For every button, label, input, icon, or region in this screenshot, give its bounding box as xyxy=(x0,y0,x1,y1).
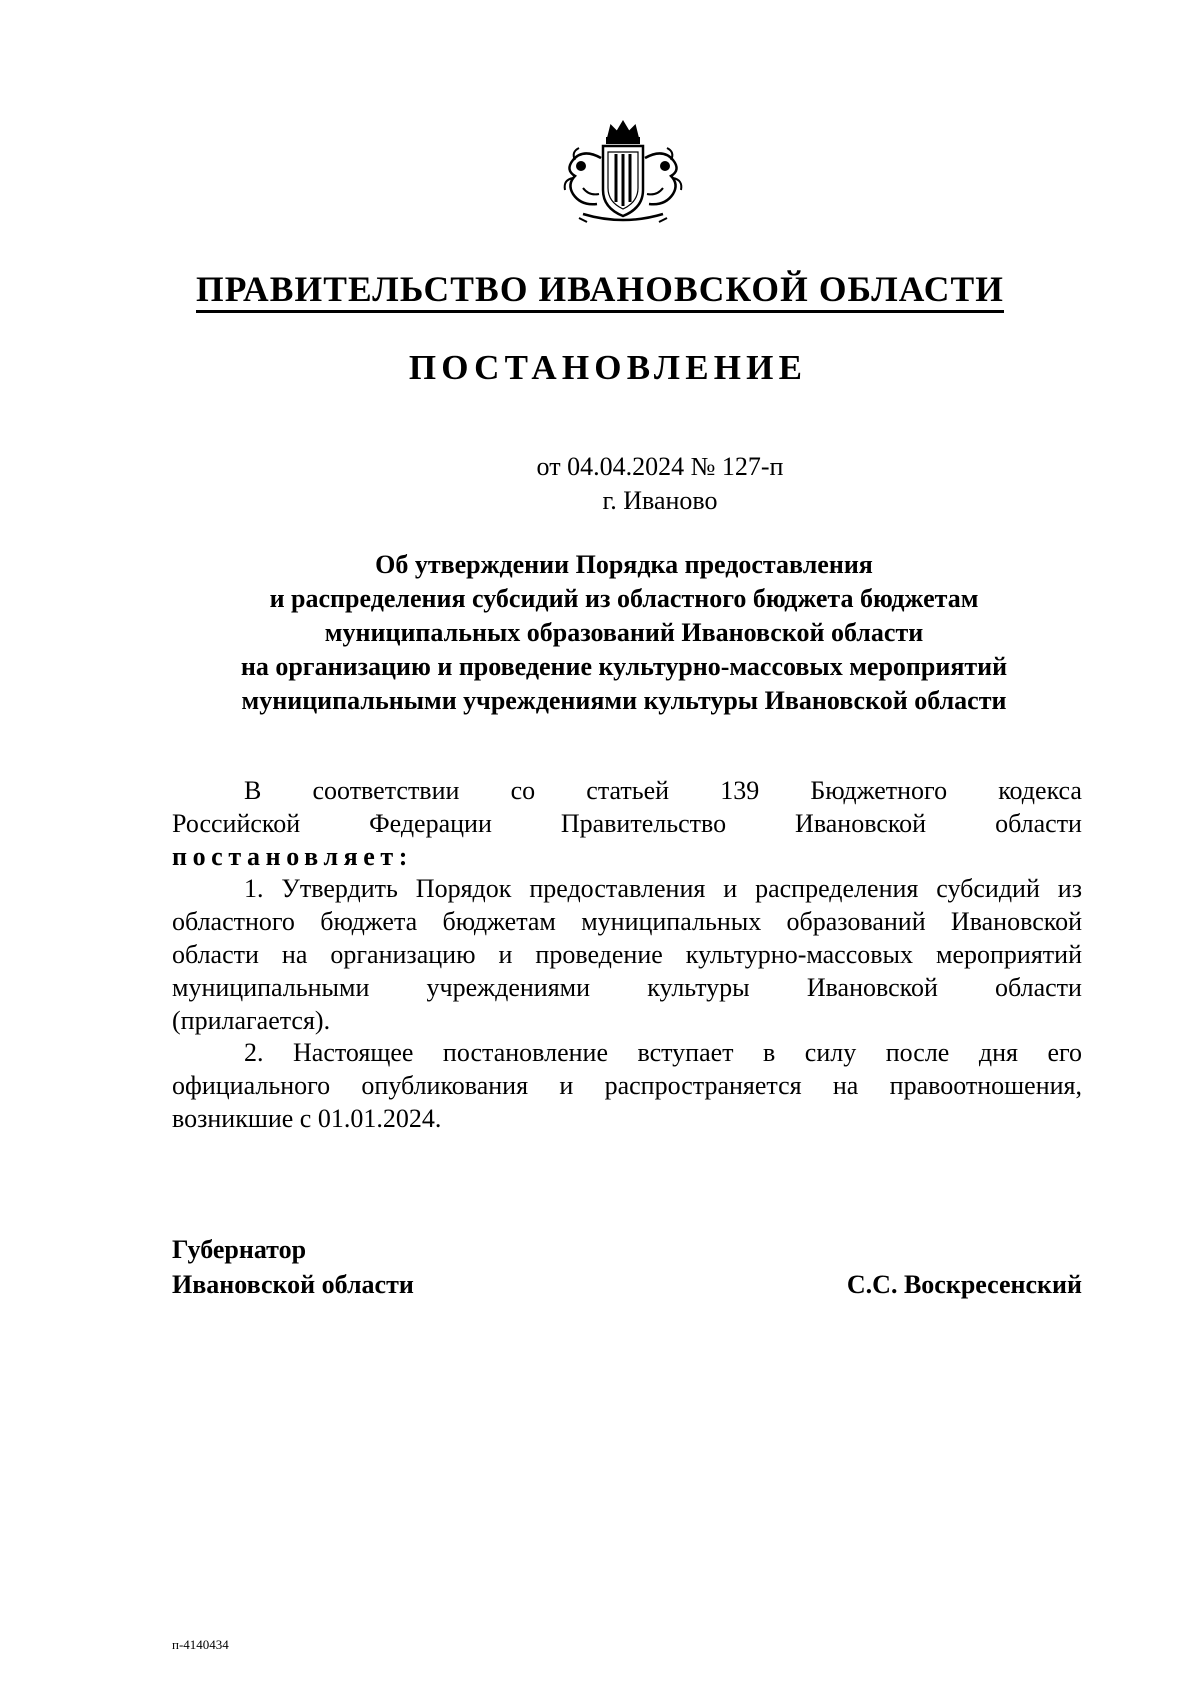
preamble-word: Ивановской xyxy=(795,808,927,838)
item1-word: культуры xyxy=(647,972,750,1002)
heading-line: муниципальными учреждениями культуры Ивановской области xyxy=(241,686,1007,715)
document-meta xyxy=(390,450,930,518)
document-code: п-4140434 xyxy=(172,1637,229,1652)
preamble-word: статьей xyxy=(586,776,670,805)
document-type-title: ПОСТАНОВЛЕНИЕ xyxy=(408,348,808,387)
preamble-word: Федерации xyxy=(369,808,492,838)
heading-line: и распределения субсидий из областного бюджета бюджетам xyxy=(269,584,979,613)
preamble-word: Бюджетного xyxy=(810,776,948,805)
coat-of-arms-emblem xyxy=(553,118,693,232)
item1-line: (прилагается). xyxy=(172,1005,331,1035)
heading-line: муниципальных образований Ивановской области xyxy=(324,618,924,647)
item1-line: областного бюджета бюджетам муниципальных образований Ивановской xyxy=(172,907,1082,937)
item1-word: Ивановской xyxy=(806,972,938,1002)
signatory-name: С.С. Воскресенский xyxy=(846,1270,1082,1299)
preamble-word: кодекса xyxy=(998,776,1082,805)
item1-word: области xyxy=(995,972,1082,1002)
organization-title-text: ПРАВИТЕЛЬСТВО ИВАНОВСКОЙ ОБЛАСТИ xyxy=(196,269,1004,313)
preamble-word: Российской xyxy=(172,808,301,838)
preamble-line xyxy=(172,808,1082,841)
item1-word: учреждениями xyxy=(426,972,591,1002)
organization-title xyxy=(0,268,1200,310)
date-number: от 04.04.2024 № 127-п xyxy=(536,452,784,481)
preamble-word: В xyxy=(244,776,262,805)
preamble-word: Правительство xyxy=(560,808,727,838)
heading-line: на организацию и проведение культурно-массовых мероприятий xyxy=(240,652,1008,681)
heading-line: Об утверждении Порядка предоставления xyxy=(375,550,873,579)
preamble-word: области xyxy=(995,808,1082,838)
signatory-position-line: Губернатор xyxy=(172,1235,307,1264)
item1-word: муниципальными xyxy=(172,972,370,1002)
item1-line: 1. Утвердить Порядок предоставления и распределения субсидий из xyxy=(244,874,1082,904)
signatory-position xyxy=(172,1232,414,1302)
item1-line xyxy=(172,972,1082,1005)
item1-line: области на организацию и проведение культурно-массовых мероприятий xyxy=(172,939,1082,969)
signatory-position-line: Ивановской области xyxy=(172,1270,414,1299)
decree-word: постановляет: xyxy=(172,841,414,871)
city: г. Иваново xyxy=(602,486,718,515)
document-body xyxy=(172,775,1082,1136)
item2-line: возникшие с 01.01.2024. xyxy=(172,1103,442,1133)
document-heading xyxy=(160,548,1088,718)
preamble-word: 139 xyxy=(720,776,760,805)
preamble-word: со xyxy=(510,776,536,805)
item2-line: 2. Настоящее постановление вступает в силу после дня его xyxy=(244,1038,1082,1068)
preamble-word: соответствии xyxy=(312,776,460,805)
preamble-line xyxy=(172,775,1082,808)
item2-line: официального опубликования и распространяется на правоотношения, xyxy=(172,1071,1082,1101)
